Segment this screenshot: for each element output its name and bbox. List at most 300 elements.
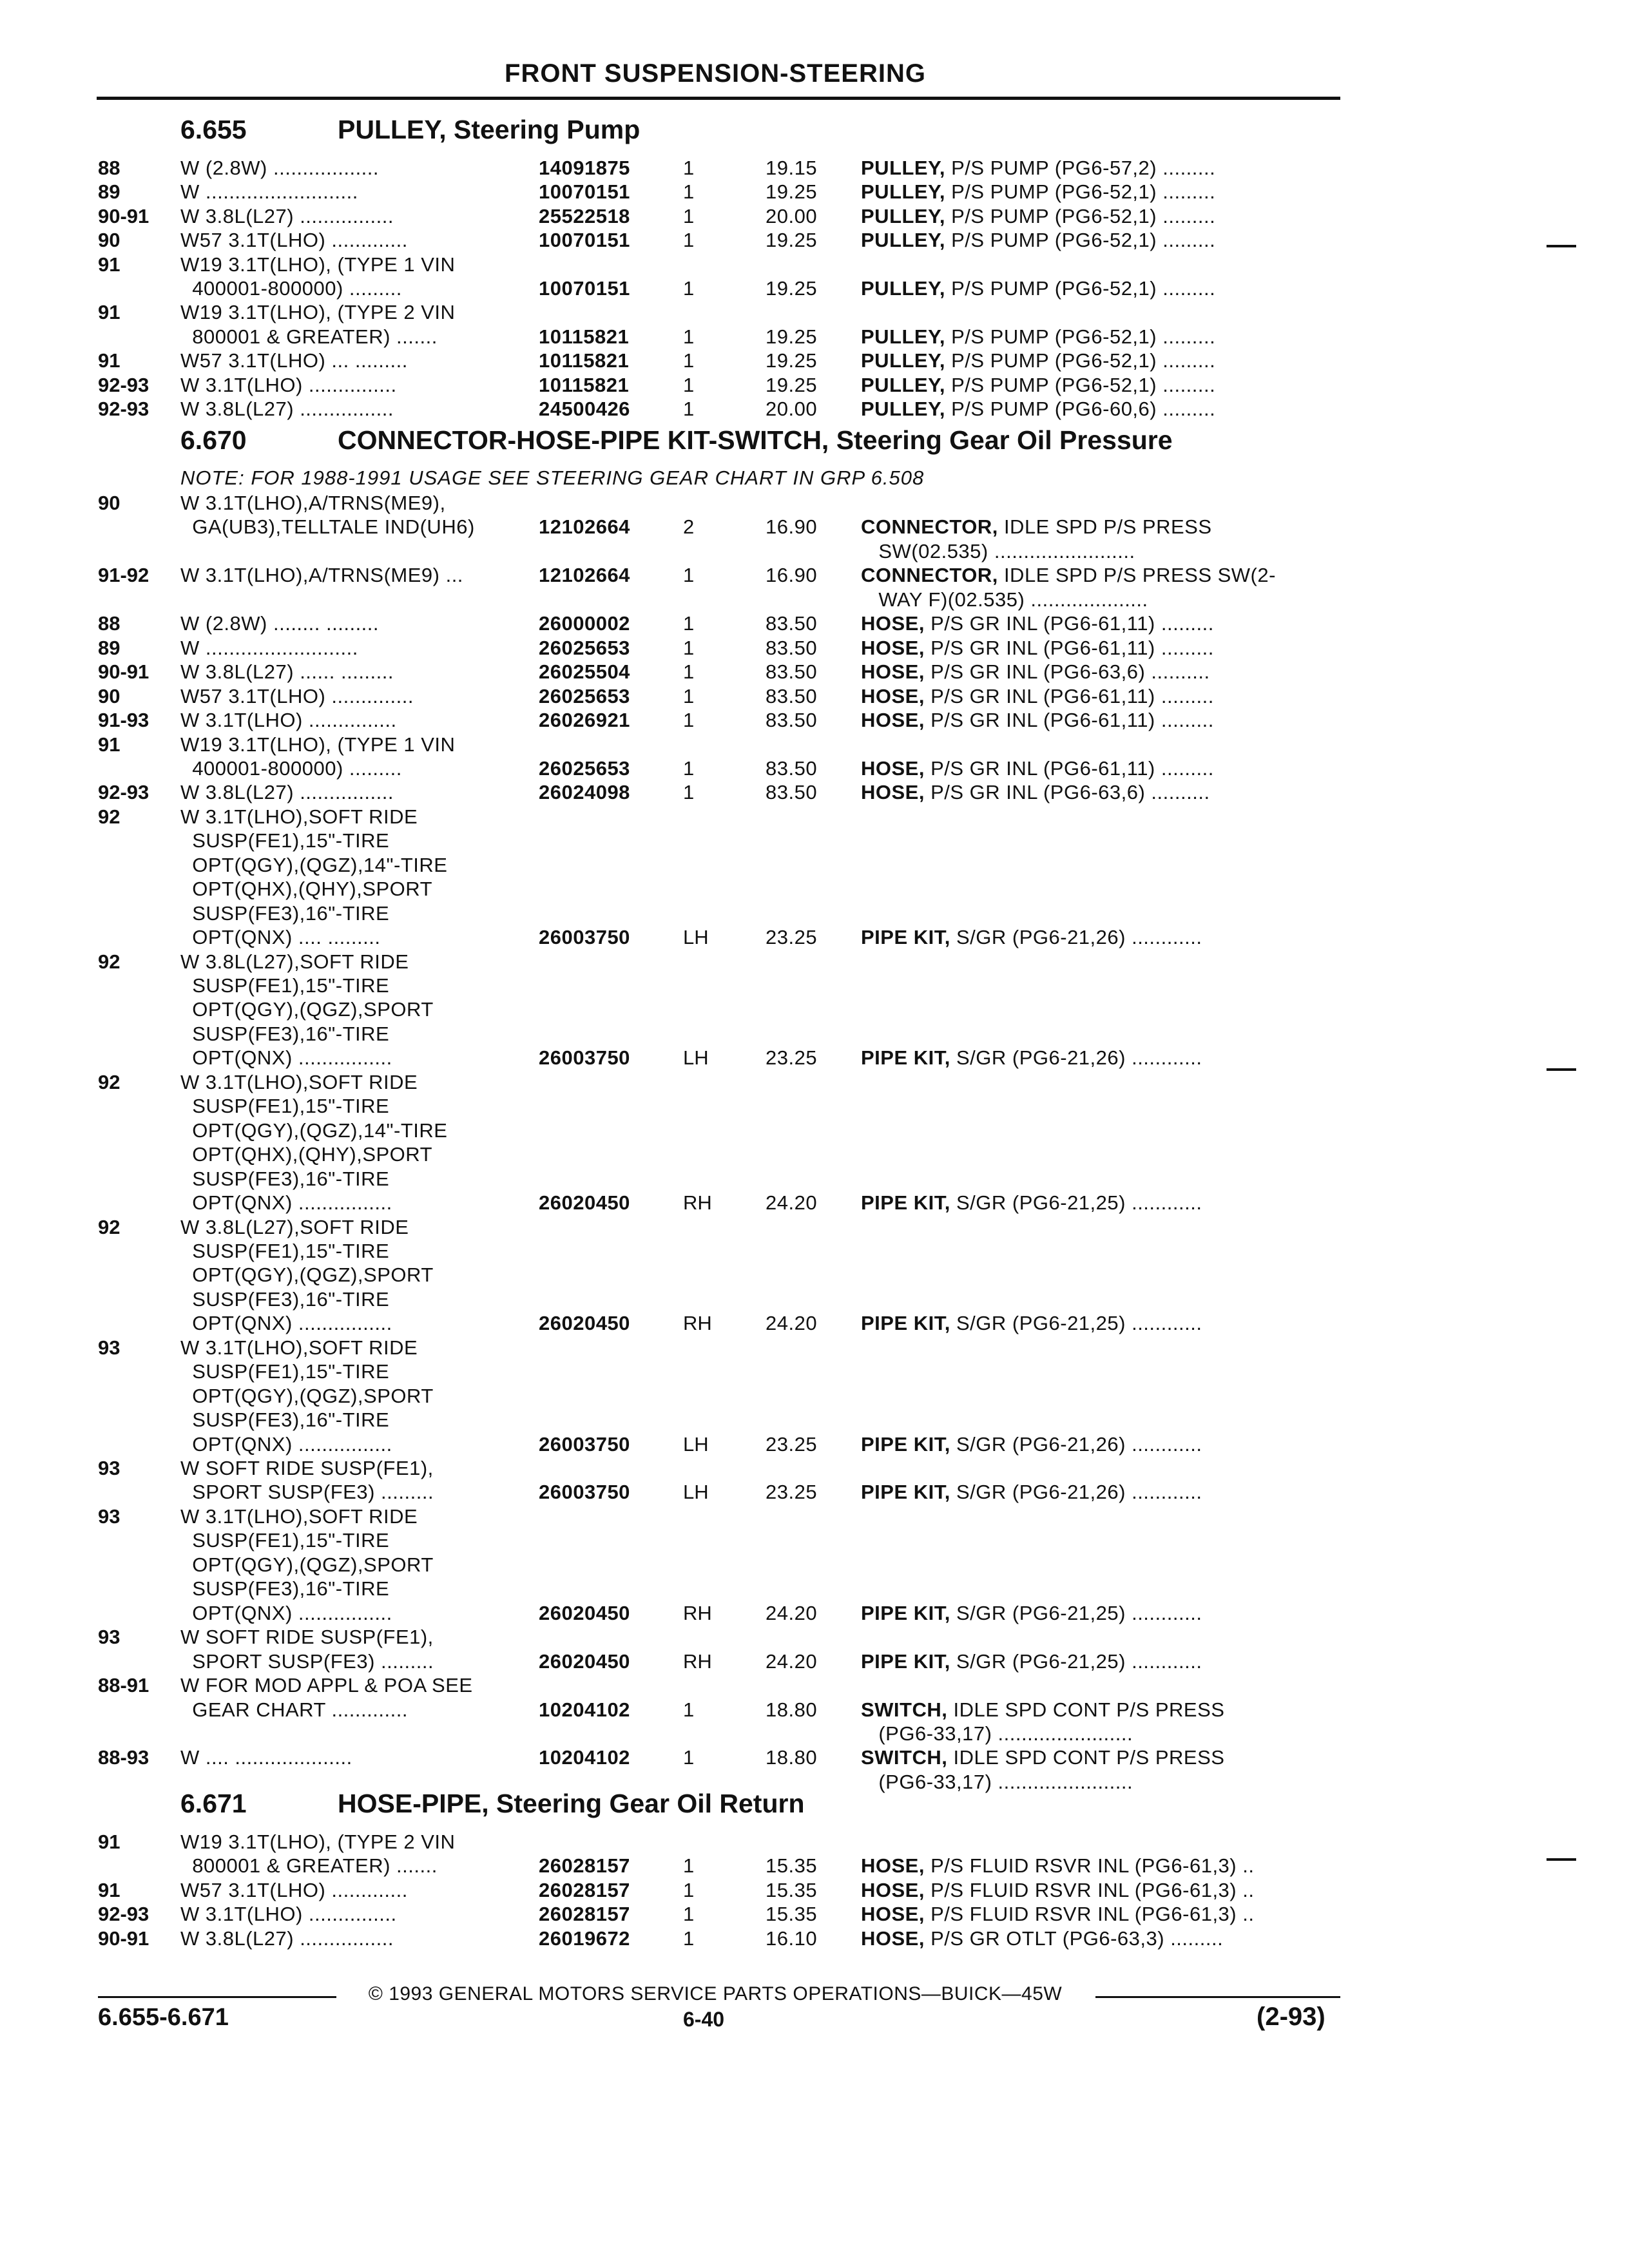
table-row — [0, 636, 1629, 660]
quantity: 1 — [683, 1878, 695, 1901]
table-row — [0, 1022, 1629, 1046]
usage-description: SUSP(FE3),16"-TIRE — [180, 1022, 390, 1045]
part-description — [861, 1902, 1254, 1926]
part-name: PULLEY, — [861, 204, 945, 227]
part-number: 10070151 — [539, 180, 630, 204]
usage-description: SUSP(FE1),15"-TIRE — [180, 829, 390, 852]
quantity: 1 — [683, 660, 695, 684]
part-name: HOSE, — [861, 636, 925, 659]
part-name: PULLEY, — [861, 229, 945, 252]
page-number: 6-40 — [683, 2008, 725, 2031]
table-row — [0, 756, 1629, 780]
usage-description: 400001-800000) ......... — [180, 756, 402, 780]
quantity: 1 — [683, 1854, 695, 1878]
usage-description: SUSP(FE1),15"-TIRE — [180, 1529, 390, 1552]
usage-description: SUSP(FE1),15"-TIRE — [180, 1095, 390, 1118]
part-description — [861, 397, 1215, 421]
table-row — [0, 780, 1629, 804]
table-row — [0, 1577, 1629, 1600]
part-number: 26020450 — [539, 1191, 630, 1215]
price: 19.25 — [766, 349, 818, 372]
quantity: RH — [683, 1191, 712, 1215]
year-range: 91 — [98, 733, 120, 756]
part-description — [861, 563, 1276, 587]
table-row — [0, 1119, 1629, 1142]
part-description — [861, 1878, 1254, 1902]
quantity: 1 — [683, 277, 695, 300]
usage-description: 400001-800000) ......... — [180, 277, 402, 300]
part-description — [861, 636, 1214, 660]
usage-description: W 3.1T(LHO),SOFT RIDE — [180, 1336, 418, 1359]
part-name: PULLEY, — [861, 325, 945, 348]
part-number: 26003750 — [539, 926, 630, 949]
usage-description: W SOFT RIDE SUSP(FE1), — [180, 1457, 434, 1479]
quantity: 1 — [683, 756, 695, 780]
part-detail: P/S GR INL (PG6-63,6) .......... — [924, 781, 1210, 804]
table-row — [0, 1745, 1629, 1769]
quantity: 1 — [683, 709, 695, 732]
table-row — [0, 1456, 1629, 1480]
table-row — [0, 1854, 1629, 1878]
year-range: 92-93 — [98, 1903, 149, 1926]
quantity: 1 — [683, 373, 695, 396]
part-description — [861, 349, 1215, 372]
usage-note: NOTE: FOR 1988-1991 USAGE SEE STEERING GEAR CHART IN GRP 6.508 — [180, 466, 925, 489]
part-number: 26000002 — [539, 612, 630, 635]
part-name: PULLEY, — [861, 373, 945, 396]
margin-mark — [1547, 1858, 1576, 1861]
table-row — [0, 588, 1629, 611]
table-row — [0, 829, 1629, 852]
part-number: 26028157 — [539, 1878, 630, 1901]
usage-description: OPT(QNX) ................ — [180, 1601, 392, 1624]
year-range: 92 — [98, 1070, 120, 1093]
table-row — [0, 1167, 1629, 1191]
part-description — [861, 156, 1215, 180]
part-name: HOSE, — [861, 756, 925, 780]
part-name: PULLEY, — [861, 349, 945, 372]
part-number: 26020450 — [539, 1312, 630, 1335]
year-range: 92-93 — [98, 781, 149, 804]
part-description — [861, 204, 1215, 228]
year-range: 93 — [98, 1457, 120, 1479]
part-detail: WAY F)(02.535) .................... — [861, 588, 1148, 611]
part-name: PIPE KIT, — [861, 1191, 950, 1215]
part-description — [861, 1927, 1223, 1950]
part-detail: IDLE SPD P/S PRESS SW(2- — [998, 564, 1276, 587]
usage-description: SUSP(FE1),15"-TIRE — [180, 974, 390, 997]
usage-description: W (2.8W) ........ ......... — [180, 612, 380, 635]
part-detail: P/S PUMP (PG6-52,1) ......... — [945, 229, 1216, 252]
part-detail: P/S PUMP (PG6-60,6) ......... — [945, 398, 1216, 420]
usage-description: OPT(QNX) ................ — [180, 1312, 392, 1335]
usage-description: GA(UB3),TELLTALE IND(UH6) — [180, 515, 475, 539]
table-row — [0, 1360, 1629, 1383]
part-number: 26025653 — [539, 684, 630, 707]
part-detail: P/S PUMP (PG6-52,1) ......... — [945, 204, 1216, 227]
part-number: 24500426 — [539, 398, 630, 420]
table-row — [0, 925, 1629, 949]
price: 19.15 — [766, 157, 818, 179]
price: 24.20 — [766, 1649, 818, 1673]
part-description — [861, 1770, 1133, 1794]
part-number: 26003750 — [539, 1481, 630, 1504]
table-row — [0, 1191, 1629, 1215]
price: 24.20 — [766, 1601, 818, 1624]
usage-description: W (2.8W) .................. — [180, 157, 380, 179]
year-range: 91 — [98, 253, 120, 276]
part-detail: S/GR (PG6-21,25) ............ — [950, 1649, 1202, 1673]
usage-description: OPT(QNX) ................ — [180, 1432, 392, 1456]
year-range: 91-93 — [98, 709, 149, 732]
page-section-range: 6.655-6.671 — [98, 2004, 229, 2031]
usage-description: SUSP(FE3),16"-TIRE — [180, 901, 390, 925]
part-name: PIPE KIT, — [861, 1481, 950, 1504]
part-detail: P/S FLUID RSVR INL (PG6-61,3) .. — [924, 1903, 1255, 1926]
quantity: 1 — [683, 398, 695, 420]
table-row — [0, 997, 1629, 1021]
year-range: 93 — [98, 1626, 120, 1649]
usage-description: SUSP(FE1),15"-TIRE — [180, 1239, 390, 1262]
table-row — [0, 156, 1629, 180]
part-detail: P/S GR INL (PG6-61,11) ......... — [924, 636, 1214, 659]
part-name: HOSE, — [861, 1903, 925, 1926]
price: 15.35 — [766, 1854, 818, 1878]
usage-description: W19 3.1T(LHO), (TYPE 1 VIN — [180, 253, 456, 276]
year-range: 90 — [98, 684, 120, 707]
table-row — [0, 1070, 1629, 1094]
table-row — [0, 563, 1629, 587]
quantity: LH — [683, 1046, 709, 1070]
part-description — [861, 925, 1202, 949]
table-row — [0, 1878, 1629, 1902]
quantity: 1 — [683, 781, 695, 804]
part-name: CONNECTOR, — [861, 564, 998, 587]
usage-description: W 3.1T(LHO) ............... — [180, 1903, 397, 1926]
table-row — [0, 1263, 1629, 1287]
table-row — [0, 1480, 1629, 1504]
table-row — [0, 1215, 1629, 1239]
usage-description: W .......................... — [180, 636, 358, 659]
quantity: 1 — [683, 204, 695, 227]
part-detail: P/S PUMP (PG6-57,2) ......... — [945, 157, 1216, 179]
table-row — [0, 1311, 1629, 1335]
table-row — [0, 1649, 1629, 1673]
quantity: LH — [683, 926, 709, 949]
year-range: 93 — [98, 1504, 120, 1528]
part-description — [861, 1745, 1224, 1769]
usage-description: SPORT SUSP(FE3) ......... — [180, 1481, 434, 1504]
part-number: 26003750 — [539, 1046, 630, 1070]
part-description — [861, 1191, 1202, 1215]
quantity: 1 — [683, 636, 695, 659]
table-row — [0, 539, 1629, 563]
table-row — [0, 1384, 1629, 1408]
usage-description: OPT(QGY),(QGZ),SPORT — [180, 1553, 434, 1576]
part-name: SWITCH, — [861, 1698, 948, 1721]
part-number: 26025653 — [539, 756, 630, 780]
part-detail: P/S GR INL (PG6-63,6) .......... — [924, 660, 1210, 684]
part-name: HOSE, — [861, 1878, 925, 1901]
part-description — [861, 325, 1215, 349]
usage-description: W 3.1T(LHO),SOFT RIDE — [180, 1504, 418, 1528]
footer-rule-right — [1095, 1996, 1340, 1998]
part-detail: P/S GR INL (PG6-61,11) ......... — [924, 684, 1214, 707]
part-name: HOSE, — [861, 612, 925, 635]
table-row — [0, 1408, 1629, 1432]
usage-description: W 3.8L(L27),SOFT RIDE — [180, 950, 409, 973]
section-title: CONNECTOR-HOSE-PIPE KIT-SWITCH, Steering Gear Oil Pressure — [338, 425, 1173, 455]
part-name: PIPE KIT, — [861, 1046, 950, 1070]
price: 15.35 — [766, 1878, 818, 1901]
part-detail: P/S PUMP (PG6-52,1) ......... — [945, 277, 1216, 300]
usage-description: W 3.8L(L27) ................ — [180, 781, 394, 804]
quantity: 1 — [683, 229, 695, 252]
part-detail: P/S GR OTLT (PG6-63,3) ......... — [924, 1927, 1224, 1950]
margin-mark — [1547, 245, 1576, 247]
part-number: 25522518 — [539, 204, 630, 227]
table-row — [0, 684, 1629, 708]
table-row — [0, 877, 1629, 901]
part-number: 10115821 — [539, 349, 630, 372]
price: 83.50 — [766, 781, 818, 804]
quantity: 1 — [683, 1903, 695, 1926]
table-row — [0, 950, 1629, 974]
part-description — [861, 515, 1212, 539]
usage-description: OPT(QHX),(QHY),SPORT — [180, 878, 433, 901]
part-description — [861, 1432, 1202, 1456]
part-name: PIPE KIT, — [861, 1432, 950, 1456]
part-name: PULLEY, — [861, 398, 945, 420]
year-range: 90-91 — [98, 204, 149, 227]
part-description — [861, 1046, 1202, 1070]
year-range: 88 — [98, 612, 120, 635]
part-detail: S/GR (PG6-21,26) ............ — [950, 1481, 1202, 1504]
part-detail: S/GR (PG6-21,26) ............ — [950, 926, 1202, 949]
section-title: HOSE-PIPE, Steering Gear Oil Return — [338, 1789, 805, 1818]
part-number: 26028157 — [539, 1854, 630, 1878]
part-number: 26026921 — [539, 709, 630, 732]
price: 16.90 — [766, 515, 818, 539]
part-detail: P/S PUMP (PG6-52,1) ......... — [945, 349, 1216, 372]
part-description — [861, 1480, 1202, 1504]
table-row — [0, 180, 1629, 204]
usage-description: 800001 & GREATER) ....... — [180, 1854, 438, 1878]
quantity: RH — [683, 1312, 712, 1335]
table-row — [0, 1770, 1629, 1794]
usage-description: W 3.8L(L27) ...... ......... — [180, 660, 394, 684]
part-name: HOSE, — [861, 1854, 925, 1878]
usage-description: OPT(QGY),(QGZ),SPORT — [180, 1384, 434, 1407]
part-description — [861, 684, 1214, 708]
quantity: 1 — [683, 612, 695, 635]
year-range: 88 — [98, 157, 120, 179]
quantity: RH — [683, 1601, 712, 1624]
year-range: 90-91 — [98, 1927, 149, 1950]
quantity: LH — [683, 1432, 709, 1456]
price: 18.80 — [766, 1698, 818, 1721]
table-row — [0, 1722, 1629, 1745]
usage-description: W 3.1T(LHO) ............... — [180, 373, 397, 396]
usage-description: W 3.8L(L27) ................ — [180, 204, 394, 227]
price: 83.50 — [766, 756, 818, 780]
table-row — [0, 1553, 1629, 1577]
part-description — [861, 588, 1148, 611]
part-number: 26020450 — [539, 1649, 630, 1673]
price: 20.00 — [766, 204, 818, 227]
usage-description: OPT(QNX) .... ......... — [180, 926, 381, 949]
part-number: 10204102 — [539, 1746, 630, 1769]
table-row — [0, 1673, 1629, 1697]
part-detail: P/S PUMP (PG6-52,1) ......... — [945, 325, 1216, 348]
usage-description: GEAR CHART ............. — [180, 1698, 408, 1721]
part-description — [861, 780, 1210, 804]
table-row — [0, 253, 1629, 276]
table-row — [0, 204, 1629, 228]
quantity: 1 — [683, 157, 695, 179]
year-range: 92-93 — [98, 398, 149, 420]
part-description — [861, 228, 1215, 252]
quantity: 1 — [683, 325, 695, 348]
table-row — [0, 733, 1629, 756]
part-detail: IDLE SPD CONT P/S PRESS — [947, 1746, 1225, 1769]
part-description — [861, 708, 1214, 732]
table-row — [0, 1528, 1629, 1552]
table-row — [0, 1601, 1629, 1625]
usage-description: W57 3.1T(LHO) ............. — [180, 229, 408, 252]
price: 83.50 — [766, 684, 818, 707]
part-number: 10115821 — [539, 325, 630, 348]
section-number: 6.671 — [180, 1789, 247, 1818]
section-number: 6.670 — [180, 425, 247, 455]
table-row — [0, 228, 1629, 252]
part-number: 10070151 — [539, 229, 630, 252]
part-name: PULLEY, — [861, 180, 945, 204]
usage-description: W19 3.1T(LHO), (TYPE 2 VIN — [180, 301, 456, 324]
usage-description: W57 3.1T(LHO) ............. — [180, 1878, 408, 1901]
price: 83.50 — [766, 612, 818, 635]
price: 16.10 — [766, 1927, 818, 1950]
usage-description: W19 3.1T(LHO), (TYPE 1 VIN — [180, 733, 456, 756]
table-row — [0, 1046, 1629, 1070]
quantity: 1 — [683, 564, 695, 587]
table-row — [0, 660, 1629, 684]
part-description — [861, 539, 1135, 563]
part-detail: P/S GR INL (PG6-61,11) ......... — [924, 709, 1214, 732]
part-detail: P/S GR INL (PG6-61,11) ......... — [924, 612, 1214, 635]
part-description — [861, 1854, 1254, 1878]
price: 20.00 — [766, 398, 818, 420]
usage-description: W 3.1T(LHO),A/TRNS(ME9), — [180, 492, 446, 514]
usage-description: W19 3.1T(LHO), (TYPE 2 VIN — [180, 1831, 456, 1853]
part-number: 26003750 — [539, 1432, 630, 1456]
part-name: PULLEY, — [861, 277, 945, 300]
price: 23.25 — [766, 1481, 818, 1504]
usage-description: W SOFT RIDE SUSP(FE1), — [180, 1626, 434, 1649]
part-number: 26025653 — [539, 636, 630, 659]
table-row — [0, 373, 1629, 397]
part-number: 12102664 — [539, 564, 630, 587]
table-row — [0, 1504, 1629, 1528]
price: 19.25 — [766, 373, 818, 396]
part-description — [861, 1601, 1202, 1625]
part-detail: S/GR (PG6-21,26) ............ — [950, 1432, 1202, 1456]
part-detail: S/GR (PG6-21,25) ............ — [950, 1601, 1202, 1624]
table-row — [0, 1698, 1629, 1722]
year-range: 91 — [98, 349, 120, 372]
usage-description: W 3.8L(L27) ................ — [180, 1927, 394, 1950]
part-name: PULLEY, — [861, 157, 945, 179]
quantity: 1 — [683, 349, 695, 372]
price: 83.50 — [766, 709, 818, 732]
table-row — [0, 397, 1629, 421]
table-row — [0, 901, 1629, 925]
year-range: 92 — [98, 950, 120, 973]
part-detail: SW(02.535) ........................ — [861, 539, 1135, 562]
table-row — [0, 1625, 1629, 1649]
quantity: 1 — [683, 1927, 695, 1950]
price: 24.20 — [766, 1191, 818, 1215]
usage-description: W57 3.1T(LHO) .............. — [180, 684, 414, 707]
part-detail: S/GR (PG6-21,25) ............ — [950, 1191, 1202, 1215]
price: 23.25 — [766, 926, 818, 949]
part-number: 10070151 — [539, 277, 630, 300]
part-name: PIPE KIT, — [861, 1649, 950, 1673]
section-number: 6.655 — [180, 115, 247, 144]
usage-description: OPT(QGY),(QGZ),SPORT — [180, 998, 434, 1021]
price: 19.25 — [766, 325, 818, 348]
year-range: 90-91 — [98, 660, 149, 684]
year-range: 90 — [98, 492, 120, 514]
quantity: 1 — [683, 1746, 695, 1769]
year-range: 92-93 — [98, 373, 149, 396]
page-title: FRONT SUSPENSION-STEERING — [505, 59, 926, 88]
usage-description: W 3.1T(LHO),SOFT RIDE — [180, 1070, 418, 1093]
year-range: 89 — [98, 636, 120, 659]
year-range: 91 — [98, 301, 120, 324]
table-row — [0, 1336, 1629, 1360]
part-number: 26019672 — [539, 1927, 630, 1950]
part-number: 10115821 — [539, 373, 630, 396]
usage-description: W 3.8L(L27) ................ — [180, 398, 394, 420]
part-name: PIPE KIT, — [861, 926, 950, 949]
table-row — [0, 974, 1629, 997]
part-description — [861, 276, 1215, 300]
part-name: PIPE KIT, — [861, 1312, 950, 1335]
usage-description: OPT(QNX) ................ — [180, 1191, 392, 1215]
table-row — [0, 805, 1629, 829]
part-detail: IDLE SPD P/S PRESS — [998, 515, 1212, 539]
part-name: HOSE, — [861, 660, 925, 684]
part-description — [861, 756, 1214, 780]
table-row — [0, 300, 1629, 324]
price: 19.25 — [766, 180, 818, 204]
year-range: 91 — [98, 1831, 120, 1853]
quantity: RH — [683, 1649, 712, 1673]
year-range: 91-92 — [98, 564, 149, 587]
part-detail: P/S PUMP (PG6-52,1) ......... — [945, 373, 1216, 396]
table-row — [0, 491, 1629, 515]
quantity: 2 — [683, 515, 695, 539]
part-name: HOSE, — [861, 709, 925, 732]
part-description — [861, 1722, 1133, 1745]
usage-description: SUSP(FE3),16"-TIRE — [180, 1287, 390, 1311]
copyright-notice: © 1993 GENERAL MOTORS SERVICE PARTS OPERATIONS—BUICK—45W — [368, 1983, 1063, 2004]
table-row — [0, 1287, 1629, 1311]
table-row — [0, 1902, 1629, 1926]
table-row — [0, 611, 1629, 635]
year-range: 90 — [98, 229, 120, 252]
